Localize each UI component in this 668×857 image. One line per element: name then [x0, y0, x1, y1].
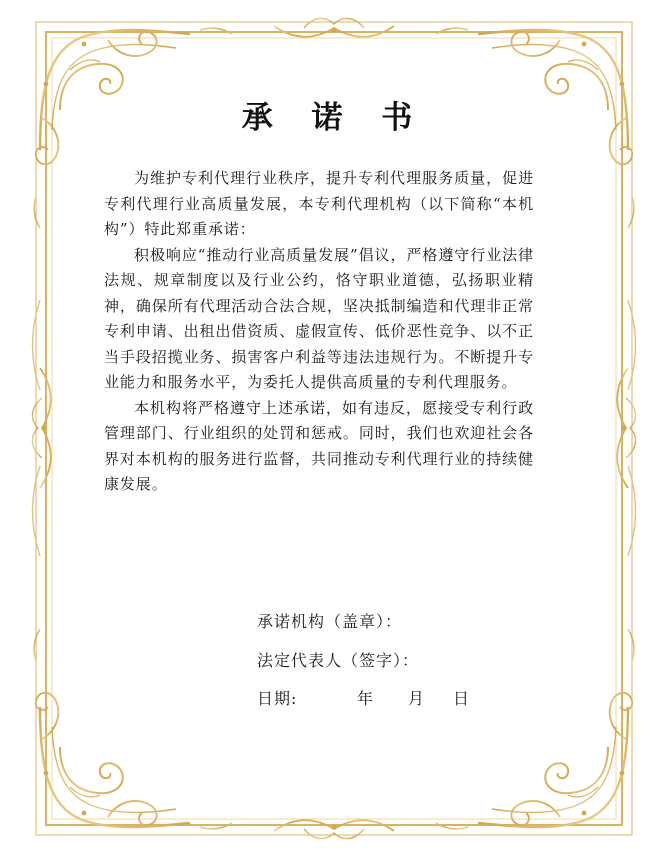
date-year: 年	[357, 689, 375, 708]
date-line	[257, 680, 470, 719]
date-day: 日	[453, 689, 471, 708]
legal-rep-signature-label: 法定代表人（签字）：	[257, 650, 420, 670]
paragraph-commitment: 积极响应“推动行业高质量发展”倡议，严格遵守行业法律法规、规章制度以及行业公约，恪守职业道德，弘扬职业精神，确保所有代理活动合法合规，坚决抵制编造和代理非正常专利申请、出租出借资质、虚假宣传、低价恶性竞争、以不正当手段招揽业务、损害客户利益等违法违规行为。不断提升专业能力和服务水平，为委托人提供高质量的专利代理服务。	[104, 245, 534, 391]
paragraph-penalty: 本机构将严格遵守上述承诺，如有违反，愿接受专利行政管理部门、行业组织的处罚和惩戒。同时，我们也欢迎社会各界对本机构的服务进行监督，共同推动专利代理行业的持续健康发展。	[104, 398, 534, 493]
document-body	[104, 166, 534, 498]
date-label: 日期:	[257, 689, 298, 708]
date-month: 月	[408, 689, 426, 708]
signature-block	[257, 603, 470, 719]
paragraph-intro: 为维护专利代理行业秩序，提升专利代理服务质量，促进专利代理行业高质量发展，本专利代理机构（以下简称“本机构”）特此郑重承诺：	[104, 169, 534, 238]
org-seal-label: 承诺机构（盖章）：	[257, 612, 403, 631]
document-title: 承 诺 书	[241, 100, 427, 136]
